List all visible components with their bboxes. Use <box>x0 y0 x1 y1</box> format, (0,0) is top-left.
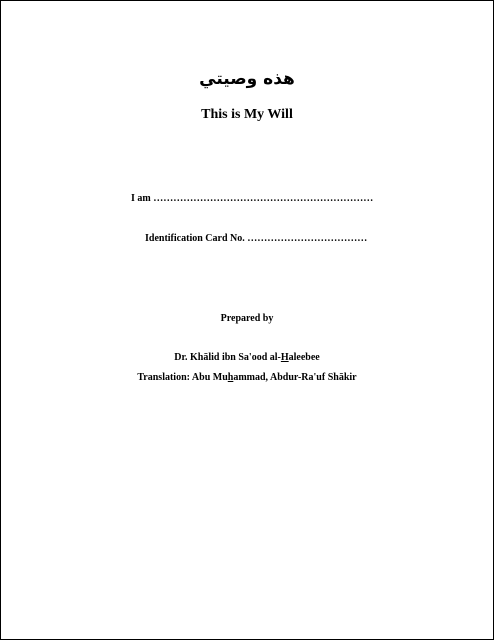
i-am-label: I am <box>131 193 151 204</box>
arabic-title: هذه وصيتي <box>199 69 295 89</box>
id-card-blank: ……………………………… <box>247 233 368 244</box>
translation-underlined: h <box>227 372 234 383</box>
author-underlined: H <box>280 352 289 363</box>
id-card-label: Identification Card No. <box>145 233 245 244</box>
i-am-blank: ………………………………………………………… <box>153 193 374 204</box>
i-am-line <box>1 193 493 204</box>
prepared-by: Prepared by <box>220 313 274 324</box>
document-title: This is My Will <box>201 107 293 122</box>
author-name <box>1 352 493 363</box>
author-prefix: Dr. Khālid ibn Sa'ood al- <box>174 352 281 363</box>
translation-credit <box>1 372 493 383</box>
author-suffix: aleebee <box>288 352 320 363</box>
translation-prefix: Translation: Abu Mu <box>137 372 228 383</box>
translation-suffix: ammad, Abdur-Ra'uf Shākir <box>233 372 357 383</box>
id-card-line <box>1 233 493 244</box>
